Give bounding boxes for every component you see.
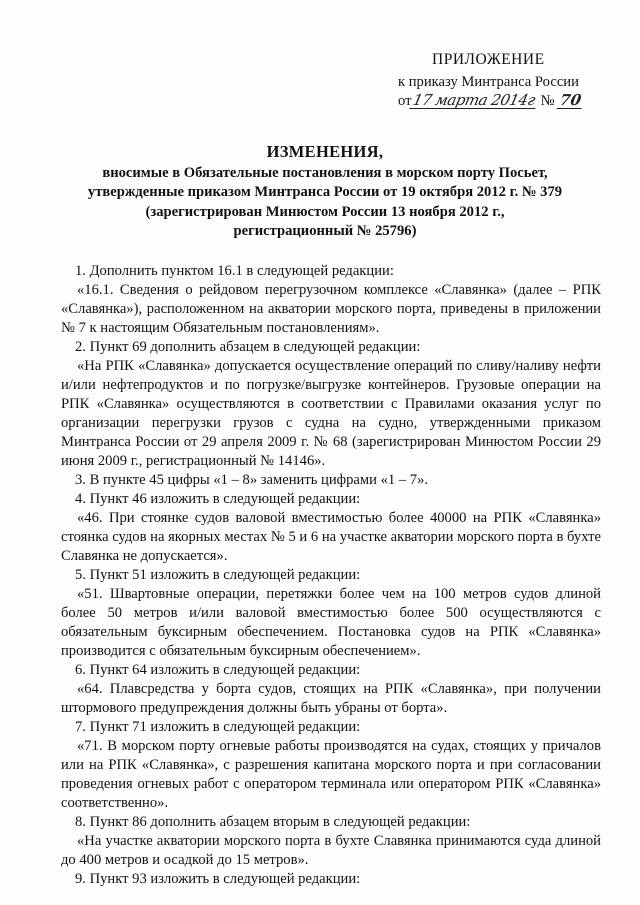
appendix-title: ПРИЛОЖЕНИЕ	[432, 51, 545, 68]
amendment-item: 2. Пункт 69 дополнить абзацем в следующей редакции:	[75, 339, 421, 355]
appendix-order-line: к приказу Минтранса России	[398, 74, 579, 90]
heading-line: регистрационный № 25796)	[233, 222, 417, 239]
heading-title: ИЗМЕНЕНИЯ,	[266, 142, 384, 161]
heading-line: вносимые в Обязательные постановления в морском порту Посьет,	[102, 165, 548, 181]
amendment-quote: «71. В морском порту огневые работы производятся на судах, стоящих у причалов или на РПК «Славянка», с разрешения капитана морского порта и при согласовании проведения огневых работ с оператором терминала или оператором РПК «Славянка» соответственно».	[61, 738, 601, 811]
amendment-quote: «46. При стоянке судов валовой вместимостью более 40000 на РПК «Славянка» стоянка судов на якорных местах № 5 и 6 на участке акватории морского порта в бухте Славянка не допускается».	[61, 510, 601, 564]
amendment-item: 4. Пункт 46 изложить в следующей редакции:	[75, 491, 361, 507]
date-prefix: от	[398, 93, 412, 109]
heading-line: (зарегистрирован Минюстом России 13 ноября 2012 г.,	[145, 203, 505, 220]
amendment-quote: «64. Плавсредства у борта судов, стоящих на РПК «Славянка», при получении штормового предупреждения должны быть убраны от борта».	[61, 681, 601, 716]
amendment-item: 7. Пункт 71 изложить в следующей редакции:	[75, 719, 361, 735]
amendment-item: 3. В пункте 45 цифры «1 – 8» заменить цифрами «1 – 7».	[75, 472, 429, 488]
document-body	[61, 262, 601, 889]
amendment-item: 8. Пункт 86 дополнить абзацем вторым в следующей редакции:	[75, 814, 471, 830]
number-prefix: №	[540, 93, 555, 109]
amendment-quote: «51. Швартовные операции, перетяжки более чем на 100 метров судов длиной более 50 метров и/или валовой вместимостью более 500 осуществляются с обязательным буксирным обеспечением. Постановка судов на РПК «Славянка» производится с обязательным буксирным обеспечением».	[61, 586, 601, 659]
amendment-item: 5. Пункт 51 изложить в следующей редакции:	[75, 567, 361, 583]
amendment-quote: «16.1. Сведения о рейдовом перегрузочном комплексе «Славянка» (далее – РПК «Славянка»), расположенном на акватории морского порта, приведены в приложении № 7 к настоящим Обязательным постановлениям».	[61, 282, 601, 336]
document-heading	[60, 142, 590, 241]
amendment-quote: «На РПК «Славянка» допускается осуществление операций по сливу/наливу нефти и/или нефтепродуктов и по погрузке/выгрузке контейнеров. Грузовые операции на РПК «Славянка» осуществляются в соответствии с Правилами оказания услуг по организации перегрузки грузов с судна на судно, утвержденными приказом Минтранса России от 29 апреля 2009 г. № 68 (зарегистрирован Минюстом России 29 июня 2009 г., регистрационный № 14146».	[61, 358, 601, 469]
handwritten-number: 70	[558, 91, 583, 109]
amendment-item: 1. Дополнить пунктом 16.1 в следующей редакции:	[75, 263, 394, 279]
heading-line: утвержденные приказом Минтранса России от 19 октября 2012 г. № 379	[87, 184, 563, 201]
amendment-quote: «На участке акватории морского порта в бухте Славянка принимаются суда длиной до 400 метров и осадкой до 15 метров».	[61, 833, 601, 868]
amendment-item: 9. Пункт 93 изложить в следующей редакции:	[75, 871, 361, 887]
amendment-item: 6. Пункт 64 изложить в следующей редакции:	[75, 662, 361, 678]
handwritten-date: 17 марта 2014г	[411, 91, 538, 109]
appendix-date-line	[398, 92, 613, 111]
appendix-block	[398, 50, 613, 111]
